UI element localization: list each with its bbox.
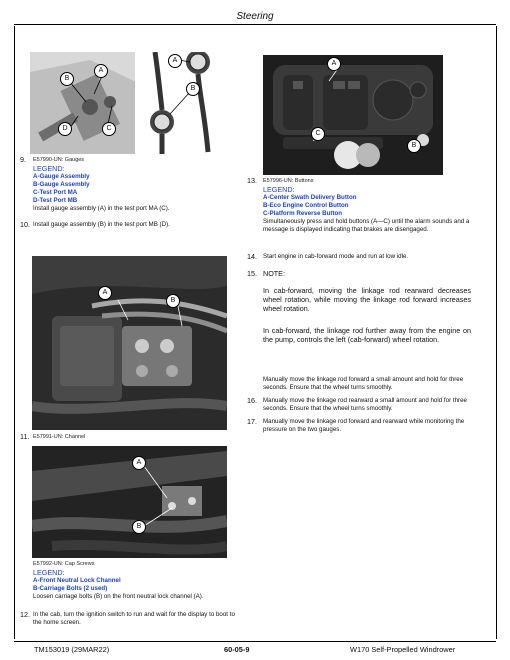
- callout-c-circle: C: [102, 122, 116, 136]
- figure-caption-channel: E57991-UN: Channel: [33, 434, 86, 440]
- note-label: NOTE:: [263, 269, 285, 278]
- legend-item: A-Gauge Assembly: [33, 173, 90, 180]
- cap-screws-photo: [32, 446, 227, 558]
- callout-a-circle: A: [132, 456, 146, 470]
- step-9-number: 9.: [20, 155, 26, 164]
- figure-caption-buttons: E57996-UN: Buttons: [263, 178, 314, 184]
- step-16-number: 16.: [247, 396, 257, 405]
- step-10-number: 10.: [20, 220, 30, 229]
- step-17-text: Manually move the linkage rod forward and rearward while monitoring the pressure on the two gauges.: [263, 418, 465, 433]
- buttons-photo: [263, 55, 443, 175]
- legend-title-buttons: LEGEND:: [263, 185, 295, 194]
- header-rule: [14, 24, 496, 25]
- step-12-number: 12.: [20, 610, 30, 619]
- legend-item: C-Test Port MA: [33, 189, 78, 196]
- cap-screws-illustration: [32, 446, 227, 558]
- step-16-text: Manually move the linkage rod rearward a small amount and hold for three seconds. Ensure that the wheel turns smoothly.: [263, 397, 467, 412]
- step-12-text: In the cab, turn the ignition switch to run and wait for the display to boot to the home screen.: [33, 611, 235, 626]
- page-title: Steering: [236, 11, 274, 22]
- legend-item: A-Center Swath Delivery Button: [263, 194, 357, 201]
- legend-title-gauges: LEGEND:: [33, 164, 65, 173]
- legend-item: B-Eco Engine Control Button: [263, 202, 349, 209]
- figure-caption-cap-screws: E57992-UN: Cap Screws: [33, 561, 95, 567]
- callout-a-circle: A: [98, 286, 112, 300]
- step-10-text: Install gauge assembly (B) in the test port MB (D).: [33, 221, 170, 228]
- legend-item: B-Gauge Assembly: [33, 181, 90, 188]
- channel-photo: [32, 256, 227, 430]
- note-paragraph: In cab-forward, the linkage rod further away from the engine on the pump, controls the left (cab-forward) wheel rotation.: [263, 326, 471, 344]
- step-14-number: 14.: [247, 252, 257, 261]
- callout-a-circle: A: [327, 57, 341, 71]
- step-11-number: 11.: [20, 432, 30, 441]
- footer-manual-title: W170 Self-Propelled Windrower: [350, 645, 456, 654]
- footer-document-id: TM153019 (29MAR22): [34, 645, 110, 654]
- callout-a-gauge-circle: A: [168, 54, 182, 68]
- step-9-text: Install gauge assembly (A) in the test port MA (C).: [33, 205, 170, 212]
- legend-item: A-Front Neutral Lock Channel: [33, 577, 121, 584]
- step-13-number: 13.: [247, 176, 257, 185]
- step-14-text: Start engine in cab-forward mode and run at low idle.: [263, 253, 409, 260]
- step-13-text: Simultaneously press and hold buttons (A—C) until the alarm sounds and a message is displayed indicating that brakes are disengaged.: [263, 218, 470, 233]
- footer-page-number: 60-05-9: [224, 645, 250, 654]
- callout-b-circle: B: [407, 139, 421, 153]
- legend-item: C-Platform Reverse Button: [263, 210, 343, 217]
- step-15-number: 15.: [247, 269, 257, 278]
- callout-d-circle: D: [58, 122, 72, 136]
- channel-illustration: [32, 256, 227, 430]
- legend-item: B-Carriage Bolts (2 used): [33, 585, 108, 592]
- gauges-figure: [30, 52, 228, 154]
- callout-b-circle: B: [132, 520, 146, 534]
- note-paragraph: In cab-forward, moving the linkage rod rearward decreases wheel rotation, while moving the linkage rod forward increases wheel rotation.: [263, 286, 471, 313]
- figure-caption-gauges: E57990-UN: Gauges: [33, 157, 85, 163]
- step-17-number: 17.: [247, 417, 257, 426]
- callout-c-circle: C: [311, 127, 325, 141]
- cap-screws-text: Loosen carriage bolts (B) on the front neutral lock channel (A).: [33, 593, 204, 600]
- footer-rule: [14, 641, 496, 642]
- legend-title-cap-screws: LEGEND:: [33, 568, 65, 577]
- gauges-illustration: [30, 52, 228, 154]
- buttons-illustration: [263, 55, 443, 175]
- step-15-text: Manually move the linkage rod forward a small amount and hold for three seconds. Ensure that the wheel turns smoothly.: [263, 376, 464, 391]
- callout-b-circle: B: [60, 72, 74, 86]
- callout-b-circle: B: [166, 294, 180, 308]
- callout-b-gauge-circle: B: [186, 82, 200, 96]
- legend-item: D-Test Port MB: [33, 197, 78, 204]
- callout-a-circle: A: [94, 64, 108, 78]
